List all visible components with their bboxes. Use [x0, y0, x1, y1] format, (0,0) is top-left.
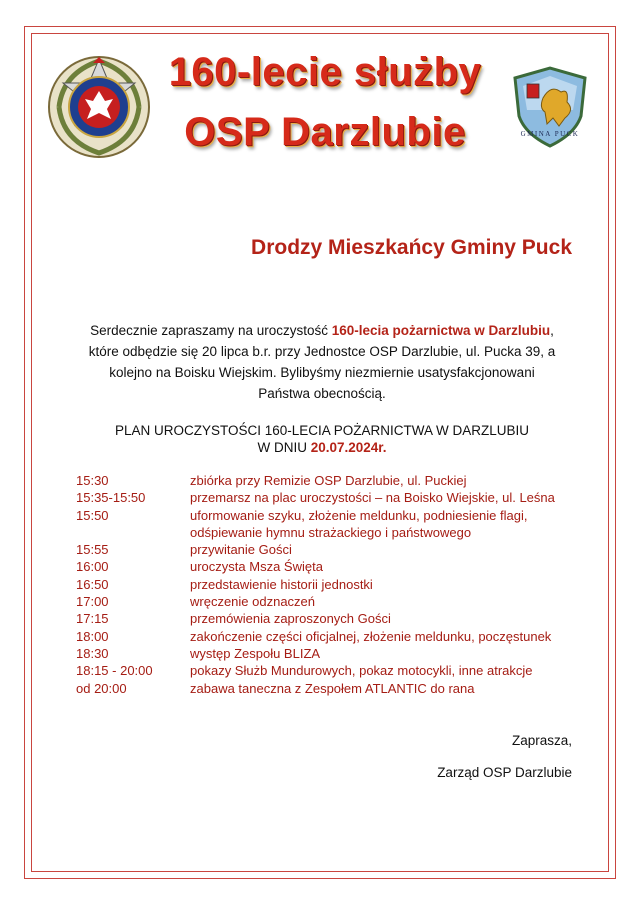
schedule-row — [76, 628, 576, 645]
schedule-description: wręczenie odznaczeń — [190, 594, 316, 610]
schedule-row — [76, 645, 576, 662]
intro-text-start: Serdecznie zapraszamy na uroczystość — [90, 323, 332, 338]
schedule-time: 17:15 — [76, 611, 109, 627]
greeting-heading: Drodzy Mieszkańcy Gminy Puck — [251, 236, 572, 259]
schedule-time: 18:15 - 20:00 — [76, 663, 153, 679]
schedule-description: zbiórka przy Remizie OSP Darzlubie, ul. Puckiej — [190, 473, 467, 488]
schedule-description: odśpiewanie hymnu strażackiego i państwowego — [190, 524, 472, 540]
schedule-description: zabawa taneczna z Zespołem ATLANTIC do rana — [190, 680, 475, 696]
signature-line2: Zarząd OSP Darzlubie — [437, 765, 572, 780]
schedule-time: 18:00 — [76, 628, 109, 644]
schedule-row — [76, 507, 576, 524]
invitation-paragraph — [82, 320, 562, 404]
schedule-time: 15:50 — [76, 507, 109, 523]
schedule-row — [76, 472, 576, 489]
intro-text-end: , które odbędzie się 20 lipca b.r. przy Jednostce OSP Darzlubie, ul. Pucka 39, a kolejno na Boisku Wiejskim. Bylibyśmy niezmiernie usatysfakcjonowani Państwa obecnością. — [88, 323, 556, 401]
plan-date: 20.07.2024r. — [310, 440, 387, 455]
schedule-row — [76, 680, 576, 697]
schedule-description: zakończenie części oficjalnej, złożenie meldunku, poczęstunek — [190, 628, 552, 644]
schedule-description: przemówienia zaproszonych Gości — [190, 611, 391, 627]
schedule-time: 15:55 — [76, 542, 109, 558]
schedule-list — [76, 472, 576, 697]
schedule-row — [76, 541, 576, 558]
schedule-time: 15:30 — [76, 473, 109, 488]
schedule-row — [76, 558, 576, 575]
schedule-description: uroczysta Msza Święta — [190, 559, 323, 575]
schedule-row — [76, 489, 576, 506]
schedule-description: przywitanie Gości — [190, 542, 292, 558]
fire-brigade-emblem-icon — [45, 53, 153, 161]
schedule-time: od 20:00 — [76, 680, 127, 696]
schedule-row — [76, 662, 576, 679]
schedule-description: pokazy Służb Mundurowych, pokaz motocykli, inne atrakcje — [190, 663, 533, 679]
plan-date-prefix: W DNIU — [257, 440, 311, 455]
schedule-description: przedstawienie historii jednostki — [190, 576, 373, 592]
plan-heading — [82, 422, 562, 456]
gmina-puck-coat-of-arms-icon — [509, 64, 591, 148]
schedule-description: uformowanie szyku, złożenie meldunku, podniesienie flagi, — [190, 507, 528, 523]
schedule-row — [76, 576, 576, 593]
schedule-time: 16:50 — [76, 576, 109, 592]
schedule-row — [76, 524, 576, 541]
schedule-time: 15:35-15:50 — [76, 490, 146, 506]
coat-of-arms-label: GMINA PUCK — [520, 130, 580, 138]
page-title-line1: 160-lecie służby — [168, 50, 482, 94]
schedule-time: 18:30 — [76, 645, 109, 661]
plan-heading-line1: PLAN UROCZYSTOŚCI 160-LECIA POŻARNICTWA W DARZLUBIU — [114, 423, 530, 438]
plan-heading-line2 — [82, 439, 562, 456]
schedule-time: 17:00 — [76, 594, 109, 610]
schedule-row — [76, 610, 576, 627]
page-title-line2: OSP Darzlubie — [184, 110, 466, 154]
schedule-row — [76, 593, 576, 610]
signature-line1: Zaprasza, — [511, 733, 572, 748]
intro-highlight: 160-lecia pożarnictwa w Darzlubiu — [331, 323, 551, 338]
schedule-time: 16:00 — [76, 559, 109, 575]
schedule-time — [76, 524, 190, 541]
schedule-description: występ Zespołu BLIZA — [190, 645, 321, 661]
schedule-description: przemarsz na plac uroczystości – na Boisko Wiejskie, ul. Leśna — [190, 490, 555, 506]
